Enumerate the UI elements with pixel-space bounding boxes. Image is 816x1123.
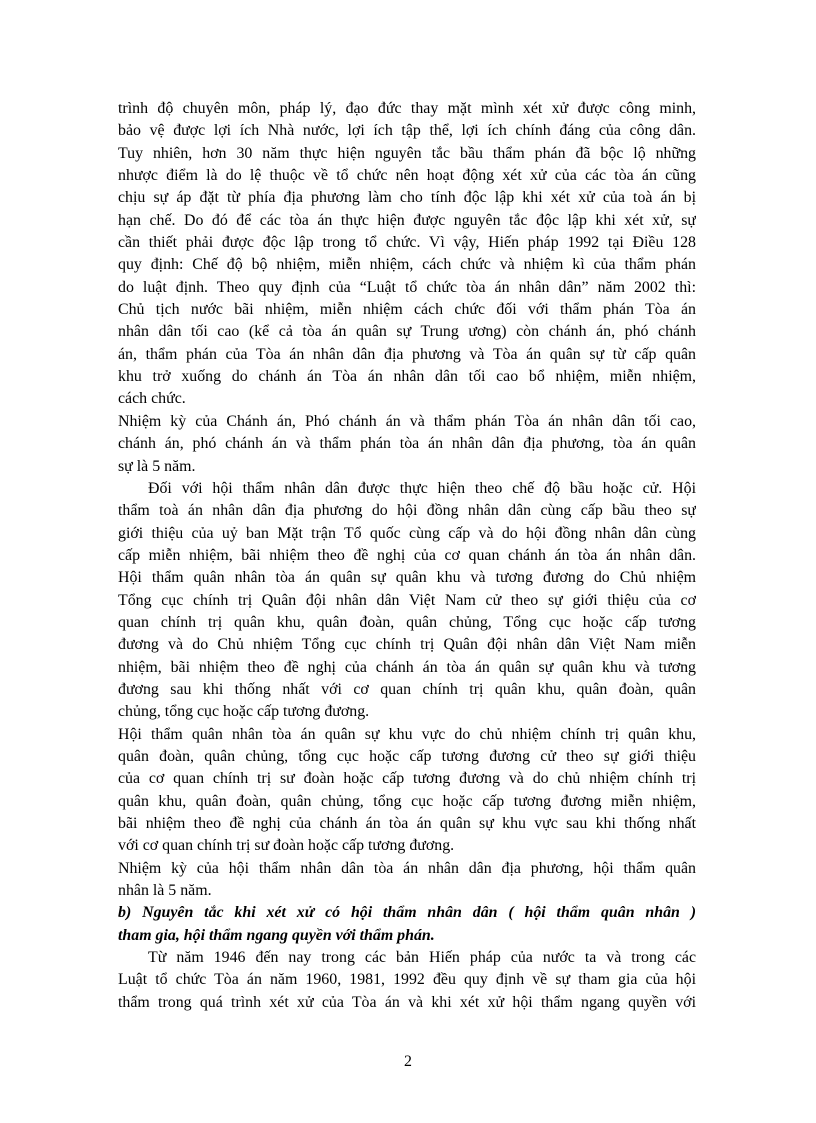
text-line: đương và do Chủ nhiệm Tổng cục chính trị Quân đội nhân dân Việt Nam miễn (118, 636, 696, 654)
text-line: Tuy nhiên, hơn 30 năm thực hiện nguyên tắc bầu thẩm phán đã bộc lộ những (118, 144, 696, 162)
text-line: Từ năm 1946 đến nay trong các bản Hiến pháp của nước ta và trong các (148, 949, 696, 967)
text-line: khu trở xuống do chánh án Tòa án nhân dân tối cao bổ nhiệm, miễn nhiệm, (118, 368, 696, 386)
text-line: sự là 5 năm. (118, 457, 196, 475)
text-line: chủng, tổng cục hoặc cấp tương đương. (118, 703, 370, 721)
document-body (118, 98, 696, 1014)
text-line: quy định: Chế độ bộ nhiệm, miễn nhiệm, cách chức và nhiệm kì của thẩm phán (118, 256, 696, 274)
text-line: giới thiệu của uỷ ban Mặt trận Tổ quốc cùng cấp và do hội đồng nhân dân cùng (118, 524, 696, 542)
text-line: nhân dân tối cao (kể cả tòa án quân sự Trung ương) còn chánh án, phó chánh (118, 323, 696, 341)
text-line: Tổng cục chính trị Quân đội nhân dân Việt Nam cử theo sự giới thiệu của cơ (118, 591, 696, 609)
text-line: cách chức. (118, 390, 186, 408)
text-line: Luật tổ chức Tòa án năm 1960, 1981, 1992 đều quy định về sự tham gia của hội (118, 971, 696, 989)
section-heading-line: tham gia, hội thẩm ngang quyền với thẩm phán. (118, 926, 435, 944)
text-line: quan chính trị quân khu, quân đoàn, quân chủng, Tổng cục hoặc cấp tương (118, 613, 696, 631)
text-line: Hội thẩm quân nhân tòa án quân sự quân khu và tương đương do Chủ nhiệm (118, 569, 696, 587)
text-line: quân khu, quân đoàn, quân chủng, tổng cục hoặc cấp tương đương miễn nhiệm, (118, 792, 696, 810)
page-number: 2 (404, 1053, 412, 1070)
text-line: chịu sự áp đặt từ phía địa phương làm cho tính độc lập khi xét xử của toà án bị (118, 189, 696, 207)
text-line: cấp miễn nhiệm, bãi nhiệm theo đề nghị của cơ quan chánh án tòa án nhân dân. (118, 546, 696, 564)
text-line: nhược điểm là do lệ thuộc về tổ chức nên hoạt động xét xử của các tòa án cũng (118, 167, 696, 185)
text-line: án, thẩm phán của Tòa án nhân dân địa phương và Tòa án quân sự từ cấp quân (118, 345, 696, 363)
text-line: trình độ chuyên môn, pháp lý, đạo đức thay mặt mình xét xử được công minh, (118, 100, 696, 117)
text-line: bảo vệ được lợi ích Nhà nước, lợi ích tập thể, lợi ích chính đáng của công dân. (118, 122, 696, 140)
text-line: cần thiết phải được độc lập trong tổ chức. Vì vậy, Hiến pháp 1992 tại Điều 128 (118, 234, 696, 252)
text-line: quân đoàn, quân chủng, tổng cục hoặc cấp tương đương cử theo sự giới thiệu (118, 747, 696, 765)
text-line: Nhiệm kỳ của hội thẩm nhân dân tòa án nhân dân địa phương, hội thẩm quân (118, 859, 696, 877)
text-line: bãi nhiệm theo đề nghị của chánh án tòa án quân sự khu vực sau khi thống nhất (118, 815, 696, 832)
text-line: do luật định. Theo quy định của “Luật tổ chức tòa án nhân dân” năm 2002 thì: (118, 278, 696, 296)
text-line: thẩm toà án nhân dân địa phương do hội đồng nhân dân cùng cấp bầu theo sự (118, 502, 696, 520)
text-line: của cơ quan chính trị sư đoàn hoặc cấp tương đương và do chủ nhiệm chính trị (118, 770, 696, 788)
text-line: nhân là 5 năm. (118, 882, 212, 900)
text-line: nhiệm, bãi nhiệm theo đề nghị của chánh án tòa án quân sự quân khu và tương (118, 658, 696, 676)
section-heading-line: b) Nguyên tắc khi xét xử có hội thẩm nhân dân ( hội thẩm quân nhân ) (118, 904, 696, 922)
text-line: Nhiệm kỳ của Chánh án, Phó chánh án và thẩm phán Tòa án nhân dân tối cao, (118, 412, 696, 430)
text-line: chánh án, phó chánh án và thẩm phán tòa án nhân dân địa phương, tòa án quân (118, 435, 696, 453)
text-line: với cơ quan chính trị sư đoàn hoặc cấp tương đương. (118, 837, 455, 855)
text-line: thẩm trong quá trình xét xử của Tòa án và khi xét xử hội thẩm ngang quyền với (118, 993, 696, 1011)
text-line: Chủ tịch nước bãi nhiệm, miễn nhiệm cách chức đối với thẩm phán Tòa án (118, 301, 696, 319)
text-line: Đối với hội thẩm nhân dân được thực hiện theo chế độ bầu hoặc cử. Hội (148, 479, 696, 497)
text-line: hạn chế. Do đó để các tòa án thực hiện được nguyên tắc độc lập khi xét xử, sự (118, 211, 696, 229)
text-line: đương sau khi thống nhất với cơ quan chính trị quân khu, quân đoàn, quân (118, 680, 696, 698)
text-line: Hội thẩm quân nhân tòa án quân sự khu vực do chủ nhiệm chính trị quân khu, (118, 725, 696, 743)
